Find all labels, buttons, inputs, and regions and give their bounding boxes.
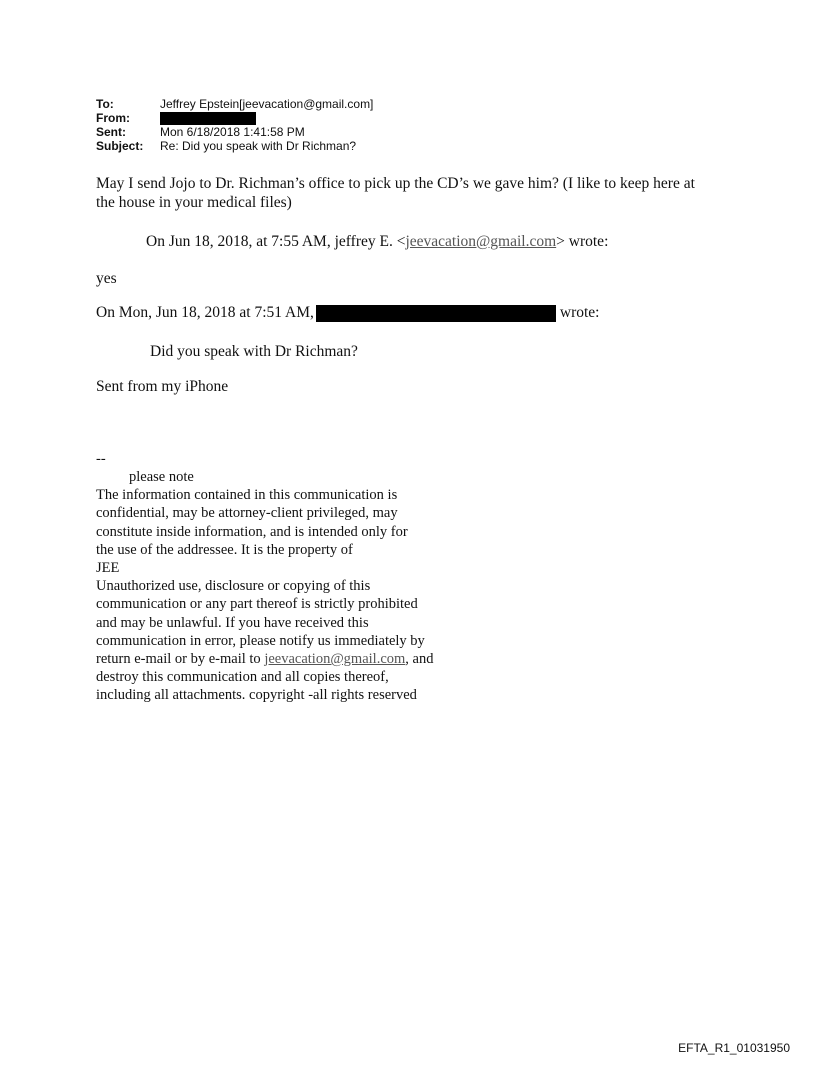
body-line-1: May I send Jojo to Dr. Richman’s office to pick up the CD’s we gave him? (I like to keep here at xyxy=(96,175,695,192)
disclaimer-line: destroy this communication and all copies thereof, xyxy=(96,669,389,686)
quote2-prefix: On Mon, Jun 18, 2018 at 7:51 AM, xyxy=(96,304,314,321)
disclaimer-line: Unauthorized use, disclosure or copying of this xyxy=(96,578,371,595)
disclaimer-line: communication in error, please notify us immediately by xyxy=(96,632,425,649)
disclaimer-line: communication or any part thereof is strictly prohibited xyxy=(96,596,418,613)
from-label: From: xyxy=(96,111,130,125)
subject-value: Re: Did you speak with Dr Richman? xyxy=(160,139,357,153)
return-suffix: , and xyxy=(405,651,434,668)
reply-text: yes xyxy=(96,270,117,287)
document-id: EFTA_R1_01031950 xyxy=(678,1041,790,1055)
quote-header-1 xyxy=(146,232,608,251)
redaction-box xyxy=(160,112,256,125)
disclaimer-line: constitute inside information, and is intended only for xyxy=(96,523,408,540)
quote1-prefix: On Jun 18, 2018, at 7:55 AM, jeffrey E. < xyxy=(146,233,406,250)
body-line-2: the house in your medical files) xyxy=(96,194,292,211)
redaction-box xyxy=(316,305,556,322)
subject-label: Subject: xyxy=(96,139,144,153)
header-sent-row xyxy=(96,125,305,139)
disclaimer-line: confidential, may be attorney-client privileged, may xyxy=(96,505,398,522)
signature: Sent from my iPhone xyxy=(96,378,229,395)
quote1-email-link[interactable]: jeevacation@gmail.com xyxy=(405,233,557,250)
return-prefix: return e-mail or by e-mail to xyxy=(96,651,265,668)
disclaimer xyxy=(96,468,433,705)
sent-value: Mon 6/18/2018 1:41:58 PM xyxy=(160,125,305,139)
sent-label: Sent: xyxy=(96,125,126,139)
disclaimer-line: including all attachments. copyright -all rights reserved xyxy=(96,687,417,704)
to-value: Jeffrey Epstein[jeevacation@gmail.com] xyxy=(160,97,374,111)
disclaimer-line: JEE xyxy=(96,560,120,577)
header-subject-row xyxy=(96,139,356,153)
to-label: To: xyxy=(96,97,114,111)
header-to-row xyxy=(96,97,373,111)
disclaimer-note: please note xyxy=(129,469,194,485)
disclaimer-line: The information contained in this communication is xyxy=(96,487,398,504)
quote2-suffix: wrote: xyxy=(559,304,600,321)
quoted-question: Did you speak with Dr Richman? xyxy=(150,343,358,360)
disclaimer-line: and may be unlawful. If you have received this xyxy=(96,614,369,631)
header-from-row xyxy=(96,111,256,125)
disclaimer-line: the use of the addressee. It is the property of xyxy=(96,541,353,558)
disclaimer-return-line xyxy=(96,650,433,668)
disclaimer-dash: -- xyxy=(96,451,106,467)
quote1-suffix: > wrote: xyxy=(556,233,609,250)
quote-header-2 xyxy=(96,303,599,322)
disclaimer-email-link[interactable]: jeevacation@gmail.com xyxy=(264,651,406,668)
